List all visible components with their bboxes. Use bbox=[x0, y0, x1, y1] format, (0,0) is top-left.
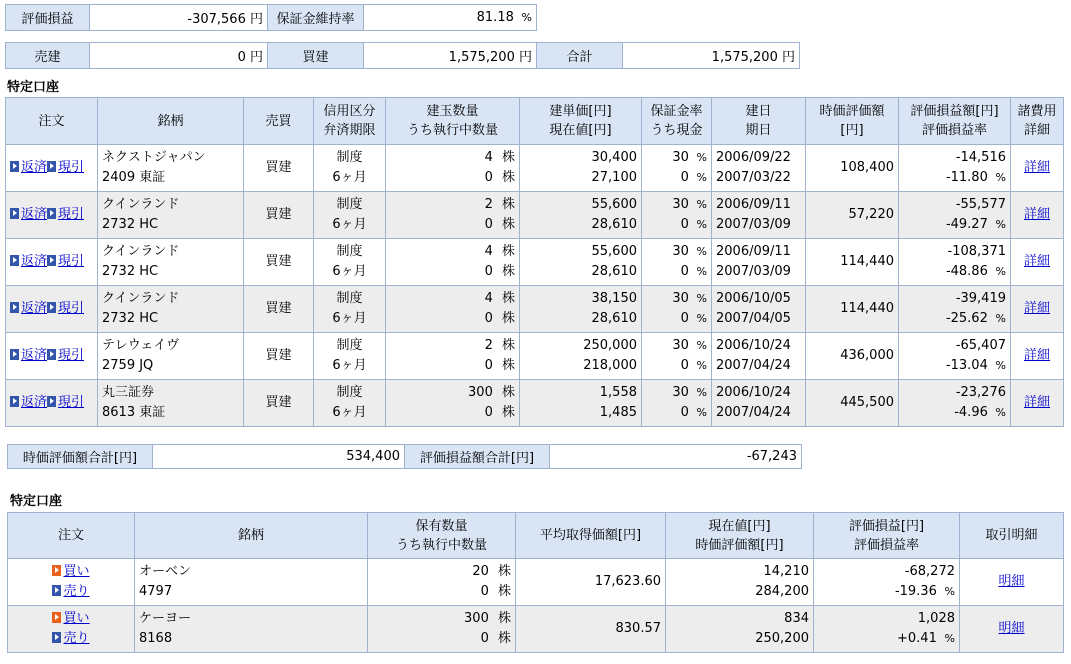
issue-cell bbox=[98, 239, 244, 286]
margin-section-title: 特定口座 bbox=[7, 80, 60, 95]
delivery-link[interactable]: 現引 bbox=[58, 207, 85, 222]
table-row bbox=[6, 192, 1064, 239]
market-value-cell: 436,000 bbox=[806, 333, 899, 380]
margin-positions-table bbox=[5, 97, 1064, 427]
arrow-icon bbox=[47, 208, 56, 219]
col-fees: 諸費用 詳細 bbox=[1011, 98, 1064, 145]
date-cell: 2006/10/24 2007/04/24 bbox=[712, 333, 806, 380]
spot-section-title: 特定口座 bbox=[10, 494, 63, 509]
delivery-link[interactable]: 現引 bbox=[58, 348, 85, 363]
credit-cell: 制度 6ヶ月 bbox=[314, 145, 386, 192]
arrow-icon bbox=[10, 255, 19, 266]
pl-cell: -55,577 -49.27 % bbox=[899, 192, 1011, 239]
issue-name: オーベン bbox=[139, 564, 192, 579]
issue-cell bbox=[98, 192, 244, 239]
col-side: 売買 bbox=[244, 98, 314, 145]
close-position-link[interactable]: 返済 bbox=[21, 395, 48, 410]
col-price: 建単価[円] 現在値[円] bbox=[520, 98, 642, 145]
quantity-cell: 300 株 0 株 bbox=[386, 380, 520, 427]
close-position-link[interactable]: 返済 bbox=[21, 254, 48, 269]
order-cell bbox=[8, 606, 135, 653]
arrow-icon bbox=[47, 302, 56, 313]
col-trade-detail: 取引明細 bbox=[960, 513, 1064, 559]
trade-detail-link[interactable]: 明細 bbox=[998, 574, 1025, 589]
side-cell: 買建 bbox=[244, 239, 314, 286]
spot-table-header bbox=[8, 513, 1064, 559]
avg-cost-cell: 17,623.60 bbox=[516, 559, 666, 606]
col-dates: 建日 期日 bbox=[712, 98, 806, 145]
table-row bbox=[6, 145, 1064, 192]
issue-code: 2759 JQ bbox=[102, 358, 154, 373]
col-avg-cost: 平均取得価額[円] bbox=[516, 513, 666, 559]
sell-link[interactable]: 売り bbox=[63, 631, 90, 646]
pl-cell: -65,407 -13.04 % bbox=[899, 333, 1011, 380]
issue-name: クインランド bbox=[102, 291, 180, 306]
arrow-icon bbox=[52, 565, 61, 576]
close-position-link[interactable]: 返済 bbox=[21, 207, 48, 222]
issue-code: 8168 bbox=[139, 631, 173, 646]
buy-position-value: 1,575,200 円 bbox=[364, 43, 537, 69]
issue-name: クインランド bbox=[102, 244, 180, 259]
trade-detail-cell bbox=[960, 559, 1064, 606]
order-cell bbox=[6, 145, 98, 192]
fee-detail-link[interactable]: 詳細 bbox=[1023, 254, 1050, 269]
totals-table bbox=[7, 444, 802, 469]
close-position-link[interactable]: 返済 bbox=[21, 160, 48, 175]
pl-cell: -108,371 -48.86 % bbox=[899, 239, 1011, 286]
issue-cell bbox=[135, 606, 368, 653]
col-profit-loss: 評価損益額[円] 評価損益率 bbox=[899, 98, 1011, 145]
current-cell: 14,210 284,200 bbox=[666, 559, 814, 606]
price-cell: 1,558 1,485 bbox=[520, 380, 642, 427]
total-value: 1,575,200 円 bbox=[623, 43, 800, 69]
margin-rate-cell: 30 % 0 % bbox=[642, 286, 712, 333]
trade-detail-cell bbox=[960, 606, 1064, 653]
market-value-cell: 108,400 bbox=[806, 145, 899, 192]
margin-table-header bbox=[6, 98, 1064, 145]
arrow-icon bbox=[47, 255, 56, 266]
price-cell: 250,000 218,000 bbox=[520, 333, 642, 380]
quantity-cell: 2 株 0 株 bbox=[386, 333, 520, 380]
arrow-icon bbox=[10, 349, 19, 360]
fee-detail-cell bbox=[1011, 239, 1064, 286]
issue-cell bbox=[98, 286, 244, 333]
price-cell: 55,600 28,610 bbox=[520, 192, 642, 239]
issue-name: クインランド bbox=[102, 197, 180, 212]
col-issue: 銘柄 bbox=[98, 98, 244, 145]
trade-detail-link[interactable]: 明細 bbox=[998, 621, 1025, 636]
arrow-icon bbox=[10, 161, 19, 172]
price-cell: 55,600 28,610 bbox=[520, 239, 642, 286]
delivery-link[interactable]: 現引 bbox=[58, 395, 85, 410]
summary-table-2 bbox=[5, 42, 800, 69]
margin-rate-cell: 30 % 0 % bbox=[642, 239, 712, 286]
fee-detail-cell bbox=[1011, 333, 1064, 380]
table-row bbox=[6, 286, 1064, 333]
issue-name: テレウェイヴ bbox=[102, 338, 180, 353]
date-cell: 2006/09/11 2007/03/09 bbox=[712, 192, 806, 239]
fee-detail-cell bbox=[1011, 145, 1064, 192]
arrow-icon bbox=[47, 161, 56, 172]
market-value-cell: 114,440 bbox=[806, 239, 899, 286]
margin-ratio-value: 81.18 % bbox=[364, 5, 537, 31]
pl-cell: -14,516 -11.80 % bbox=[899, 145, 1011, 192]
margin-ratio-label: 保証金維持率 bbox=[268, 5, 364, 31]
side-cell: 買建 bbox=[244, 380, 314, 427]
quantity-cell: 300 株 0 株 bbox=[368, 606, 516, 653]
issue-cell bbox=[98, 145, 244, 192]
margin-rate-cell: 30 % 0 % bbox=[642, 145, 712, 192]
quantity-cell: 20 株 0 株 bbox=[368, 559, 516, 606]
market-value-total-label: 時価評価額合計[円] bbox=[8, 445, 153, 469]
issue-code: 8613 東証 bbox=[102, 405, 166, 420]
issue-cell bbox=[135, 559, 368, 606]
order-cell bbox=[8, 559, 135, 606]
sell-position-value: 0 円 bbox=[90, 43, 268, 69]
market-value-total: 534,400 bbox=[153, 445, 405, 469]
col-credit: 信用区分 弁済期限 bbox=[314, 98, 386, 145]
arrow-icon bbox=[10, 208, 19, 219]
issue-code: 2732 HC bbox=[102, 264, 159, 279]
issue-name: ケーヨー bbox=[139, 611, 192, 626]
buy-position-label: 買建 bbox=[268, 43, 364, 69]
sell-link[interactable]: 売り bbox=[63, 584, 90, 599]
margin-rate-cell: 30 % 0 % bbox=[642, 192, 712, 239]
issue-cell bbox=[98, 333, 244, 380]
credit-cell: 制度 6ヶ月 bbox=[314, 192, 386, 239]
quantity-cell: 4 株 0 株 bbox=[386, 239, 520, 286]
buy-link[interactable]: 買い bbox=[63, 564, 90, 579]
date-cell: 2006/09/22 2007/03/22 bbox=[712, 145, 806, 192]
side-cell: 買建 bbox=[244, 192, 314, 239]
arrow-icon bbox=[52, 612, 61, 623]
col-margin-rate: 保証金率 うち現金 bbox=[642, 98, 712, 145]
date-cell: 2006/10/05 2007/04/05 bbox=[712, 286, 806, 333]
table-row bbox=[6, 333, 1064, 380]
delivery-link[interactable]: 現引 bbox=[58, 254, 85, 269]
arrow-icon bbox=[10, 302, 19, 313]
pl-cell: -68,272 -19.36 % bbox=[814, 559, 960, 606]
issue-name: 丸三証券 bbox=[102, 385, 155, 400]
pl-total-label: 評価損益額合計[円] bbox=[405, 445, 550, 469]
date-cell: 2006/10/24 2007/04/24 bbox=[712, 380, 806, 427]
order-cell bbox=[6, 380, 98, 427]
order-cell bbox=[6, 333, 98, 380]
col-quantity: 建玉数量 うち執行中数量 bbox=[386, 98, 520, 145]
sell-position-label: 売建 bbox=[6, 43, 90, 69]
order-cell bbox=[6, 192, 98, 239]
fee-detail-cell bbox=[1011, 286, 1064, 333]
date-cell: 2006/09/11 2007/03/09 bbox=[712, 239, 806, 286]
table-row bbox=[6, 239, 1064, 286]
buy-link[interactable]: 買い bbox=[63, 611, 90, 626]
fee-detail-cell bbox=[1011, 380, 1064, 427]
market-value-cell: 114,440 bbox=[806, 286, 899, 333]
margin-rate-cell: 30 % 0 % bbox=[642, 380, 712, 427]
issue-code: 2409 東証 bbox=[102, 170, 166, 185]
credit-cell: 制度 6ヶ月 bbox=[314, 333, 386, 380]
order-cell bbox=[6, 239, 98, 286]
price-cell: 38,150 28,610 bbox=[520, 286, 642, 333]
credit-cell: 制度 6ヶ月 bbox=[314, 239, 386, 286]
arrow-icon bbox=[47, 396, 56, 407]
avg-cost-cell: 830.57 bbox=[516, 606, 666, 653]
close-position-link[interactable]: 返済 bbox=[21, 301, 48, 316]
table-row bbox=[8, 606, 1064, 653]
fee-detail-link[interactable]: 詳細 bbox=[1023, 301, 1050, 316]
issue-cell bbox=[98, 380, 244, 427]
issue-name: ネクストジャパン bbox=[102, 150, 206, 165]
pl-total: -67,243 bbox=[550, 445, 802, 469]
credit-cell: 制度 6ヶ月 bbox=[314, 286, 386, 333]
pl-label: 評価損益 bbox=[6, 5, 90, 31]
pl-cell: -23,276 -4.96 % bbox=[899, 380, 1011, 427]
col-issue: 銘柄 bbox=[135, 513, 368, 559]
issue-code: 2732 HC bbox=[102, 217, 159, 232]
arrow-icon bbox=[10, 396, 19, 407]
delivery-link[interactable]: 現引 bbox=[58, 301, 85, 316]
margin-rate-cell: 30 % 0 % bbox=[642, 333, 712, 380]
order-cell bbox=[6, 286, 98, 333]
col-profit-loss: 評価損益[円] 評価損益率 bbox=[814, 513, 960, 559]
arrow-icon bbox=[52, 632, 61, 643]
quantity-cell: 4 株 0 株 bbox=[386, 145, 520, 192]
col-quantity: 保有数量 うち執行中数量 bbox=[368, 513, 516, 559]
current-cell: 834 250,200 bbox=[666, 606, 814, 653]
summary-table-1 bbox=[5, 4, 537, 31]
market-value-cell: 57,220 bbox=[806, 192, 899, 239]
fee-detail-link[interactable]: 詳細 bbox=[1023, 207, 1050, 222]
fee-detail-link[interactable]: 詳細 bbox=[1023, 348, 1050, 363]
credit-cell: 制度 6ヶ月 bbox=[314, 380, 386, 427]
pl-value: -307,566 円 bbox=[90, 5, 268, 31]
price-cell: 30,400 27,100 bbox=[520, 145, 642, 192]
col-order: 注文 bbox=[8, 513, 135, 559]
arrow-icon bbox=[47, 349, 56, 360]
side-cell: 買建 bbox=[244, 145, 314, 192]
table-row bbox=[6, 380, 1064, 427]
delivery-link[interactable]: 現引 bbox=[58, 160, 85, 175]
pl-cell: -39,419 -25.62 % bbox=[899, 286, 1011, 333]
table-row bbox=[8, 559, 1064, 606]
side-cell: 買建 bbox=[244, 333, 314, 380]
pl-cell: 1,028 +0.41 % bbox=[814, 606, 960, 653]
col-current: 現在値[円] 時価評価額[円] bbox=[666, 513, 814, 559]
close-position-link[interactable]: 返済 bbox=[21, 348, 48, 363]
side-cell: 買建 bbox=[244, 286, 314, 333]
arrow-icon bbox=[52, 585, 61, 596]
fee-detail-cell bbox=[1011, 192, 1064, 239]
total-label: 合計 bbox=[537, 43, 623, 69]
fee-detail-link[interactable]: 詳細 bbox=[1023, 160, 1050, 175]
col-market-value: 時価評価額 [円] bbox=[806, 98, 899, 145]
market-value-cell: 445,500 bbox=[806, 380, 899, 427]
issue-code: 2732 HC bbox=[102, 311, 159, 326]
spot-holdings-table bbox=[7, 512, 1064, 653]
fee-detail-link[interactable]: 詳細 bbox=[1023, 395, 1050, 410]
quantity-cell: 2 株 0 株 bbox=[386, 192, 520, 239]
quantity-cell: 4 株 0 株 bbox=[386, 286, 520, 333]
col-order: 注文 bbox=[6, 98, 98, 145]
issue-code: 4797 bbox=[139, 584, 173, 599]
